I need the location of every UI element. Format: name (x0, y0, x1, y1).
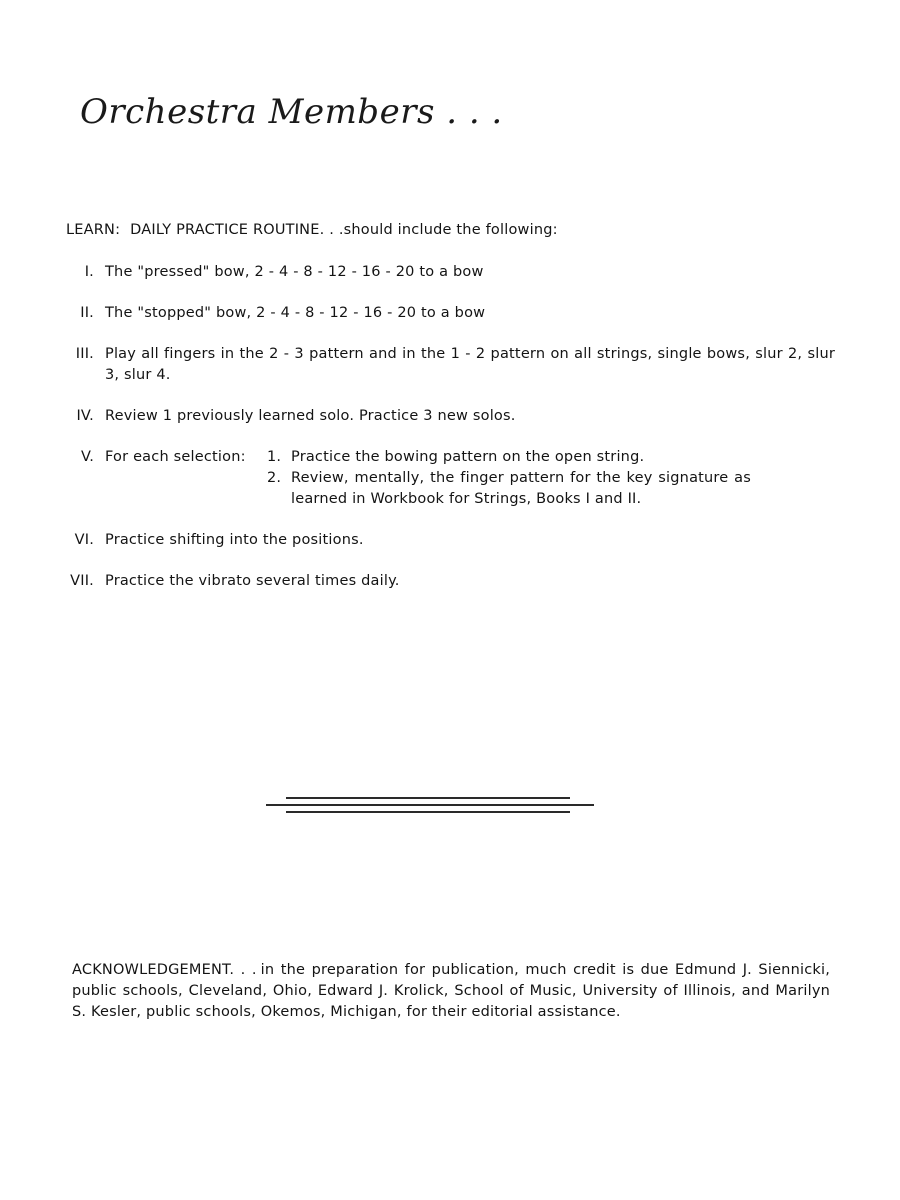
item-number: II. (80, 305, 94, 321)
list-item (0, 530, 900, 551)
item-text: Review 1 previously learned solo. Practice 3 new solos. (105, 408, 516, 424)
item-text: The "stopped" bow, 2 - 4 - 8 - 12 - 16 - 20 to a bow (105, 305, 486, 321)
item-number: IV. (76, 408, 94, 424)
list-item (0, 262, 900, 283)
item-lead: For each selection: (105, 449, 246, 465)
intro-text: DAILY PRACTICE ROUTINE. . .should include the following: (130, 222, 558, 238)
list-item (0, 303, 900, 324)
intro-lead: LEARN: (66, 222, 121, 238)
acknowledgement (72, 960, 830, 1023)
sub-list-item (267, 447, 751, 468)
item-text: Play all fingers in the 2 - 3 pattern and in the 1 - 2 pattern on all strings, single bows, slur 2, slur 3, slur 4. (105, 346, 835, 383)
sub-list-item (267, 468, 751, 510)
section-divider (266, 795, 594, 815)
list-item (0, 571, 900, 592)
item-text: Practice shifting into the positions. (105, 532, 364, 548)
list-item (0, 406, 900, 427)
item-text: Practice the vibrato several times daily. (105, 573, 400, 589)
sub-list (267, 447, 751, 510)
item-number: VI. (74, 532, 94, 548)
list-item (0, 344, 900, 386)
list-item (0, 447, 900, 510)
item-text: The "pressed" bow, 2 - 4 - 8 - 12 - 16 - 20 to a bow (105, 264, 484, 280)
sub-item-number: 1. (267, 449, 282, 465)
sub-item-text: Review, mentally, the finger pattern for the key signature as learned in Workbook for Strings, Books I and II. (291, 470, 751, 507)
item-number: V. (80, 449, 94, 465)
item-number: I. (84, 264, 94, 280)
acknowledgement-text: in the preparation for publication, much credit is due Edmund J. Siennicki, public schools, Cleveland, Ohio, Edward J. Krolick, School of Music, University of Illinois, and Marilyn S. Kesler, public schools, Okemos, Michigan, for their editorial assistance. (72, 962, 830, 1020)
sub-item-number: 2. (267, 470, 282, 486)
page-title: Orchestra Members . . . (80, 92, 503, 132)
sub-item-text: Practice the bowing pattern on the open string. (291, 449, 645, 465)
item-body (105, 447, 835, 510)
acknowledgement-lead: ACKNOWLEDGEMENT. . . (72, 962, 257, 978)
practice-routine-list (0, 262, 900, 612)
item-number: III. (75, 346, 94, 362)
item-number: VII. (70, 573, 94, 589)
practice-routine-intro (66, 222, 558, 238)
